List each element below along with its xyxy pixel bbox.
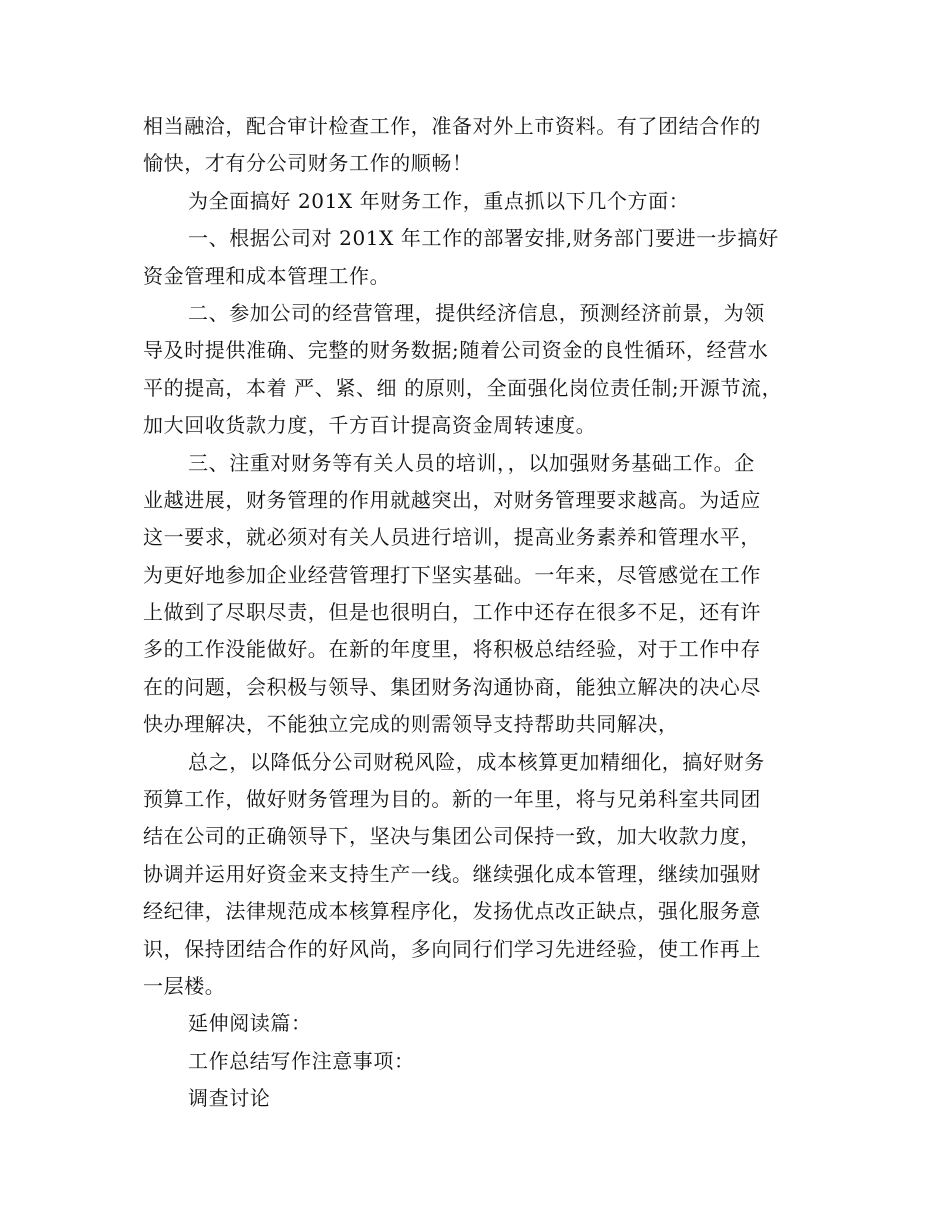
text-line: 经纪律，法律规范成本核算程序化，发扬优点改正缺点，强化服务意 <box>143 899 761 924</box>
text-line: 相当融洽，配合审计检查工作，准备对外上市资料。有了团结合作的 <box>143 114 761 138</box>
text-line: 资金管理和成本管理工作。 <box>143 263 391 288</box>
writing-notes-heading: 工作总结写作注意事项： <box>188 1048 415 1073</box>
text-line: 导及时提供准确、完整的财务数据;随着公司资金的良性循环，经营水 <box>143 338 769 363</box>
paragraph-intro: 为全面搞好 201X 年财务工作，重点抓以下几个方面： <box>188 188 690 213</box>
text-line: 上做到了尽职尽责，但是也很明白，工作中还存在很多不足，还有许 <box>143 600 761 625</box>
text-line: 加大回收货款力度，千方百计提高资金周转速度。 <box>143 413 597 438</box>
text-line: 协调并运用好资金来支持生产一线。继续强化成本管理，继续加强财 <box>143 861 761 886</box>
text-line: 快办理解决，不能独立完成的则需领导支持帮助共同解决， <box>143 712 679 737</box>
text-line: 平的提高，本着 严、紧、细 的原则，全面强化岗位责任制;开源节流， <box>143 375 783 400</box>
text-line: 这一要求，就必须对有关人员进行培训，提高业务素养和管理水平， <box>143 525 761 550</box>
text-line: 愉快，才有分公司财务工作的顺畅！ <box>143 151 473 176</box>
text-line: 预算工作，做好财务管理为目的。新的一年里，将与兄弟科室共同团 <box>143 787 761 812</box>
paragraph-summary: 总之，以降低分公司财税风险，成本核算更加精细化，搞好财务 <box>188 749 765 774</box>
paragraph-point-three: 三、注重对财务等有关人员的培训，，以加强财务基础工作。企 <box>188 450 755 475</box>
investigation-heading: 调查讨论 <box>188 1086 271 1111</box>
text-line: 识，保持团结合作的好风尚，多向同行们学习先进经验，使工作再上 <box>143 936 761 961</box>
text-line: 一层楼。 <box>143 973 226 998</box>
paragraph-point-two: 二、参加公司的经营管理，提供经济信息，预测经济前景，为领 <box>188 300 765 325</box>
text-line: 多的工作没能做好。在新的年度里，将积极总结经验，对于工作中存 <box>143 637 761 662</box>
document-body <box>143 108 803 1118</box>
text-line: 业越进展，财务管理的作用就越突出，对财务管理要求越高。为适应 <box>143 487 761 512</box>
text-line: 为更好地参加企业经营管理打下坚实基础。一年来，尽管感觉在工作 <box>143 562 761 587</box>
text-line: 结在公司的正确领导下，坚决与集团公司保持一致，加大收款力度， <box>143 824 761 849</box>
paragraph-point-one: 一、根据公司对 201X 年工作的部署安排,财务部门要进一步搞好 <box>188 226 779 251</box>
text-line: 在的问题，会积极与领导、集团财务沟通协商，能独立解决的决心尽 <box>143 674 761 699</box>
extended-reading-heading: 延伸阅读篇： <box>188 1011 312 1036</box>
